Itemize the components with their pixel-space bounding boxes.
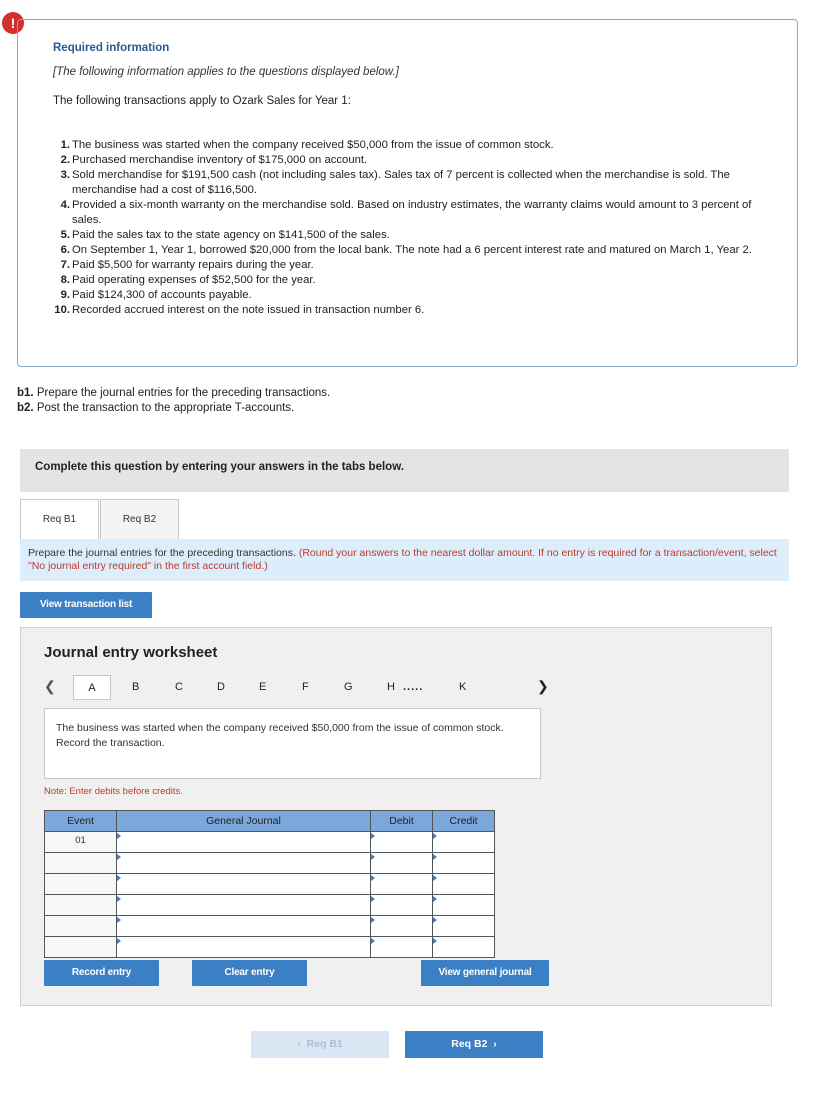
table-row: [45, 853, 495, 874]
list-item: 9. Paid $124,300 of accounts payable.: [60, 289, 252, 301]
chevron-right-icon: ›: [493, 1038, 497, 1050]
account-field[interactable]: [117, 832, 371, 853]
table-row: [45, 895, 495, 916]
question-requirements: [17, 386, 330, 416]
view-general-journal-button[interactable]: View general journal: [421, 960, 549, 986]
credit-field[interactable]: [433, 895, 495, 916]
account-field[interactable]: [117, 874, 371, 895]
credit-field[interactable]: [433, 874, 495, 895]
list-item: 4. Provided a six-month warranty on the merchandise sold. Based on industry estimates, the warranty claims would amount to 3 percent of sales.: [60, 199, 752, 226]
tab-req-b1[interactable]: Req B1: [20, 499, 99, 539]
account-field[interactable]: [117, 916, 371, 937]
worksheet-step-f[interactable]: F: [302, 681, 309, 693]
tab-req-b2[interactable]: Req B2: [100, 499, 179, 539]
credit-field[interactable]: [433, 853, 495, 874]
complete-question-banner: Complete this question by entering your answers in the tabs below.: [20, 449, 789, 492]
debit-field[interactable]: [371, 853, 433, 874]
worksheet-step-e[interactable]: E: [259, 681, 267, 693]
column-header-debit: Debit: [371, 811, 433, 832]
list-item: 8. Paid operating expenses of $52,500 for the year.: [60, 274, 316, 286]
requirement-b2: b2. Post the transaction to the appropriate T-accounts.: [17, 402, 295, 414]
table-row: [45, 832, 495, 853]
account-field[interactable]: [117, 937, 371, 958]
list-item: 10. Recorded accrued interest on the note issued in transaction number 6.: [54, 304, 425, 316]
chevron-right-icon[interactable]: ❯: [537, 678, 549, 694]
chevron-left-icon[interactable]: ❮: [44, 678, 56, 694]
worksheet-step-g[interactable]: G: [344, 681, 353, 693]
list-item: 6. On September 1, Year 1, borrowed $20,000 from the local bank. The note had a 6 percent interest rate and matured on March 1, Year 2.: [60, 244, 752, 256]
worksheet-step-k[interactable]: K: [459, 681, 467, 693]
instructions-bar: Prepare the journal entries for the preceding transactions. (Round your answers to the nearest dollar amount. If no entry is required for a transaction/event, select "No journal entry required" in the first account field.): [20, 539, 789, 581]
credit-field[interactable]: [433, 937, 495, 958]
view-transaction-list-button[interactable]: View transaction list: [20, 592, 152, 618]
previous-req-button[interactable]: ‹ Req B1: [251, 1031, 389, 1058]
debit-field[interactable]: [371, 832, 433, 853]
table-row: [45, 874, 495, 895]
worksheet-step-a[interactable]: A: [73, 675, 111, 700]
column-header-credit: Credit: [433, 811, 495, 832]
debit-field[interactable]: [371, 916, 433, 937]
debit-field[interactable]: [371, 895, 433, 916]
transaction-description: The business was started when the company received $50,000 from the issue of common stock. Record the transaction.: [44, 708, 541, 779]
table-row: [45, 937, 495, 958]
event-cell: [45, 874, 117, 895]
list-item: 2. Purchased merchandise inventory of $175,000 on account.: [60, 154, 368, 166]
credit-field[interactable]: [433, 916, 495, 937]
debit-field[interactable]: [371, 874, 433, 895]
record-entry-button[interactable]: Record entry: [44, 960, 159, 986]
credit-field[interactable]: [433, 832, 495, 853]
journal-table: [44, 810, 495, 958]
event-number: 01: [45, 832, 117, 853]
worksheet-step-c[interactable]: C: [175, 681, 183, 693]
chevron-left-icon: ‹: [297, 1038, 301, 1050]
clear-entry-button[interactable]: Clear entry: [192, 960, 307, 986]
account-field[interactable]: [117, 853, 371, 874]
list-item: 3. Sold merchandise for $191,500 cash (not including sales tax). Sales tax of 7 percent is collected when the merchandise is sold. The merchandise had a cost of $116,500.: [60, 169, 730, 196]
table-row: [45, 916, 495, 937]
list-item: 7. Paid $5,500 for warranty repairs during the year.: [60, 259, 314, 271]
worksheet-step-h[interactable]: H: [387, 681, 395, 693]
worksheet-step-d[interactable]: D: [217, 681, 225, 693]
event-cell: [45, 853, 117, 874]
required-information-title: Required information: [53, 42, 170, 54]
event-cell: [45, 895, 117, 916]
requirement-b1: b1. Prepare the journal entries for the preceding transactions.: [17, 387, 331, 399]
debit-field[interactable]: [371, 937, 433, 958]
event-cell: [45, 916, 117, 937]
rounding-note: (Round your answers to the nearest dollar amount. If no entry is required for a transaction/event, select "No journal entry required" in the first account field.): [28, 547, 777, 572]
worksheet-step-b[interactable]: B: [132, 681, 140, 693]
column-header-event: Event: [45, 811, 117, 832]
event-cell: [45, 937, 117, 958]
transaction-list: [50, 138, 765, 318]
worksheet-title: Journal entry worksheet: [44, 644, 218, 661]
list-item: 5. Paid the sales tax to the state agency on $141,500 of the sales.: [60, 229, 390, 241]
next-req-button[interactable]: Req B2 ›: [405, 1031, 543, 1058]
list-item: 1. The business was started when the company received $50,000 from the issue of common stock.: [60, 139, 554, 151]
debits-note: Note: Enter debits before credits.: [44, 786, 183, 797]
required-information-subtitle: [The following information applies to the questions displayed below.]: [53, 66, 399, 78]
column-header-general-journal: General Journal: [117, 811, 371, 832]
account-field[interactable]: [117, 895, 371, 916]
alert-icon: !: [2, 12, 24, 34]
worksheet-step-ellipsis: .....: [403, 681, 424, 693]
required-information-intro: The following transactions apply to Ozark Sales for Year 1:: [53, 95, 351, 107]
